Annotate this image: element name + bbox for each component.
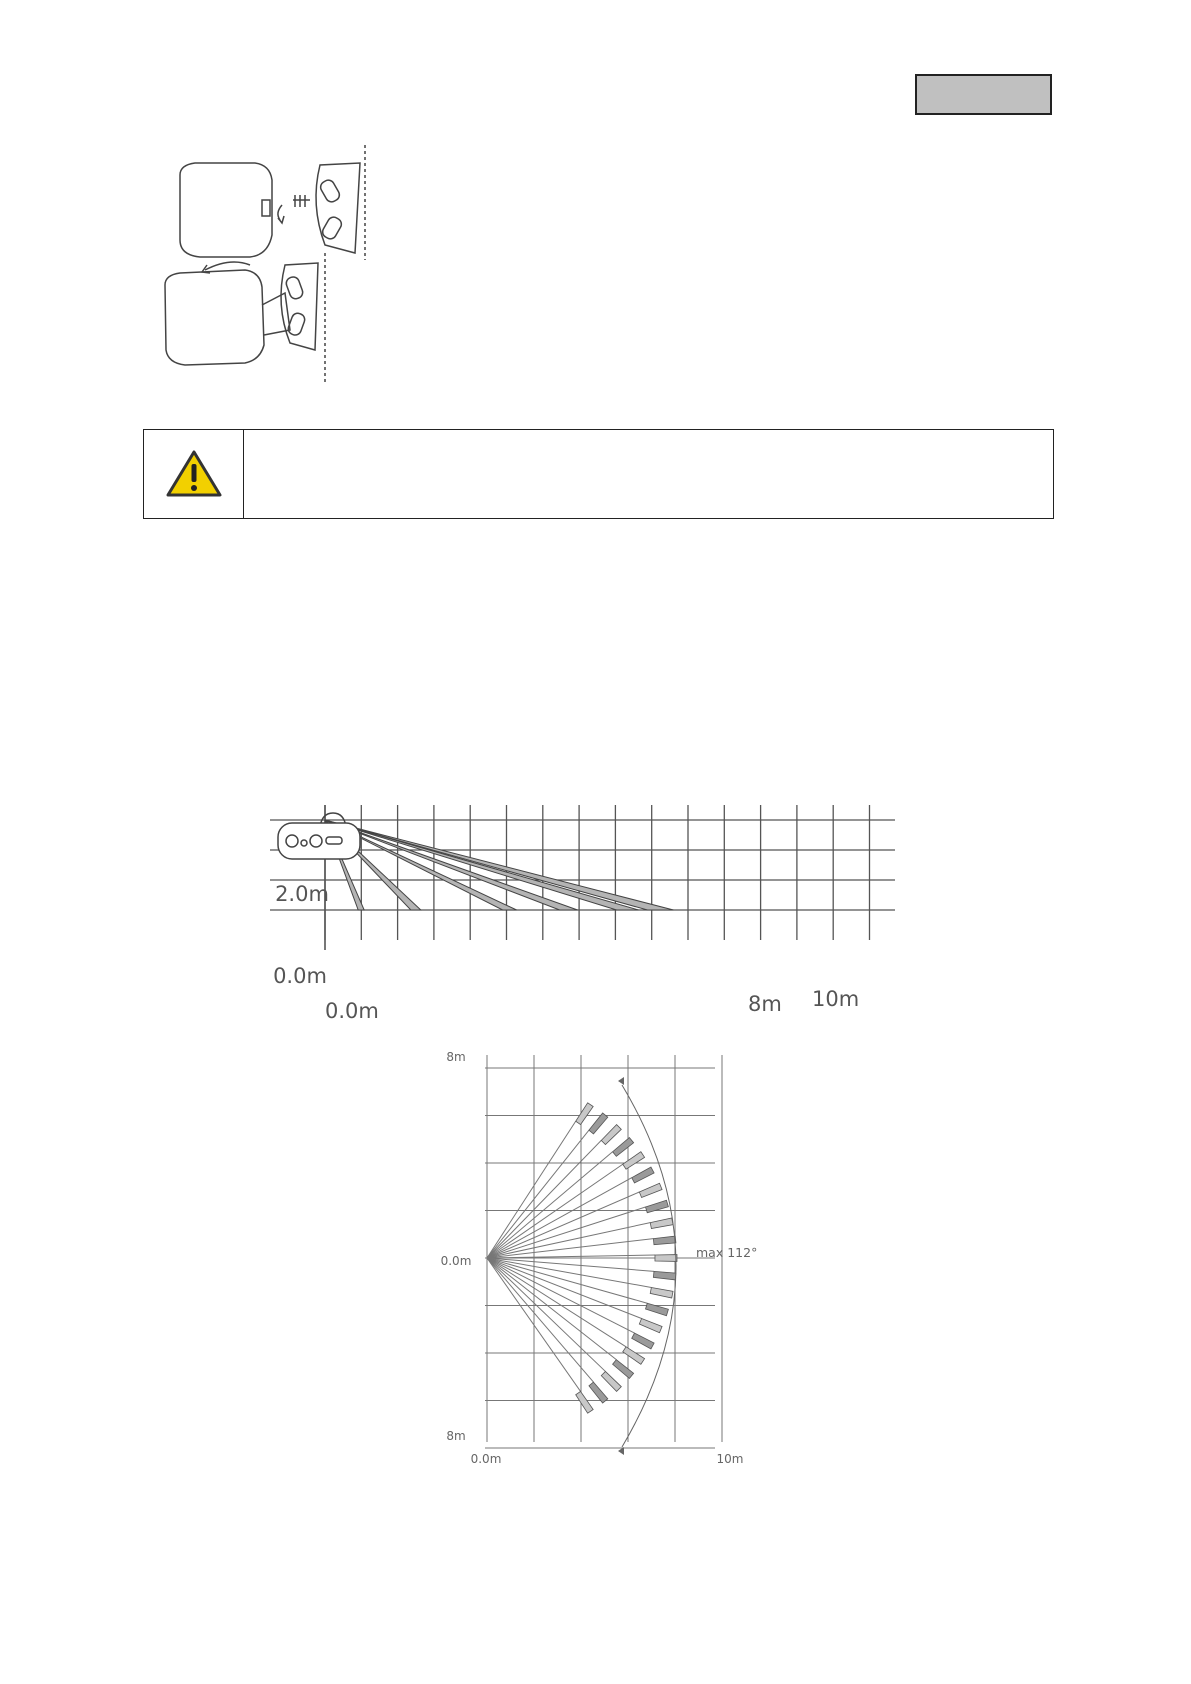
top-beam-line [487, 1140, 601, 1258]
side-x-label-8m: 8m [748, 992, 782, 1016]
top-beam-line [487, 1207, 646, 1258]
top-beam [655, 1255, 677, 1262]
top-beam-line [487, 1152, 613, 1258]
top-beam [632, 1167, 654, 1183]
side-y-label-2m: 2.0m [275, 882, 329, 906]
camera-mount-illustration [160, 145, 400, 395]
top-beam [601, 1371, 621, 1391]
warning-icon-cell [144, 430, 244, 518]
top-beam-line [487, 1192, 639, 1258]
top-beam [639, 1318, 662, 1332]
top-beam [589, 1382, 608, 1403]
top-beam [639, 1183, 662, 1197]
top-beam [576, 1391, 593, 1413]
top-beam [623, 1347, 645, 1364]
side-x-label-0m: 0.0m [325, 999, 379, 1020]
arc-arrow-top [618, 1077, 624, 1085]
chapter-tab [915, 74, 1052, 115]
top-y-label-top: 8m [446, 1050, 466, 1064]
side-beam [325, 820, 673, 910]
top-beam-line [487, 1178, 632, 1258]
top-beam-line [487, 1258, 642, 1318]
top-beam [613, 1360, 634, 1379]
side-y-label-0m: 0.0m [273, 964, 327, 988]
top-beam [601, 1125, 621, 1145]
top-beam [576, 1103, 593, 1125]
top-y-label-bottom: 8m [446, 1429, 466, 1443]
top-beam-line [487, 1121, 576, 1258]
side-view-detection-diagram [270, 805, 930, 1020]
side-x-label-10m: 10m [812, 987, 860, 1011]
max-angle-label: max 112° [696, 1245, 758, 1260]
top-beam [650, 1218, 673, 1229]
top-y-label-center: 0.0m [440, 1254, 472, 1268]
top-beam-line [487, 1164, 623, 1258]
top-beam-line [487, 1258, 635, 1333]
warning-triangle-icon [165, 449, 223, 499]
top-beam [653, 1236, 676, 1245]
top-view-detection-diagram [440, 1045, 760, 1470]
top-beam-line [487, 1258, 651, 1287]
top-beam [589, 1113, 608, 1134]
side-beam [325, 820, 578, 910]
top-x-label-0m: 0.0m [470, 1452, 502, 1466]
top-beam [653, 1271, 676, 1280]
top-beam [613, 1138, 634, 1157]
top-x-label-10m: 10m [716, 1452, 744, 1466]
top-beam-line [487, 1258, 626, 1347]
top-beam [632, 1333, 654, 1349]
top-beam-line [487, 1258, 593, 1382]
warning-notice [143, 429, 1054, 519]
top-beam [650, 1287, 673, 1298]
top-beam-line [487, 1258, 616, 1360]
warning-text [244, 430, 1053, 518]
top-beam [623, 1152, 645, 1169]
